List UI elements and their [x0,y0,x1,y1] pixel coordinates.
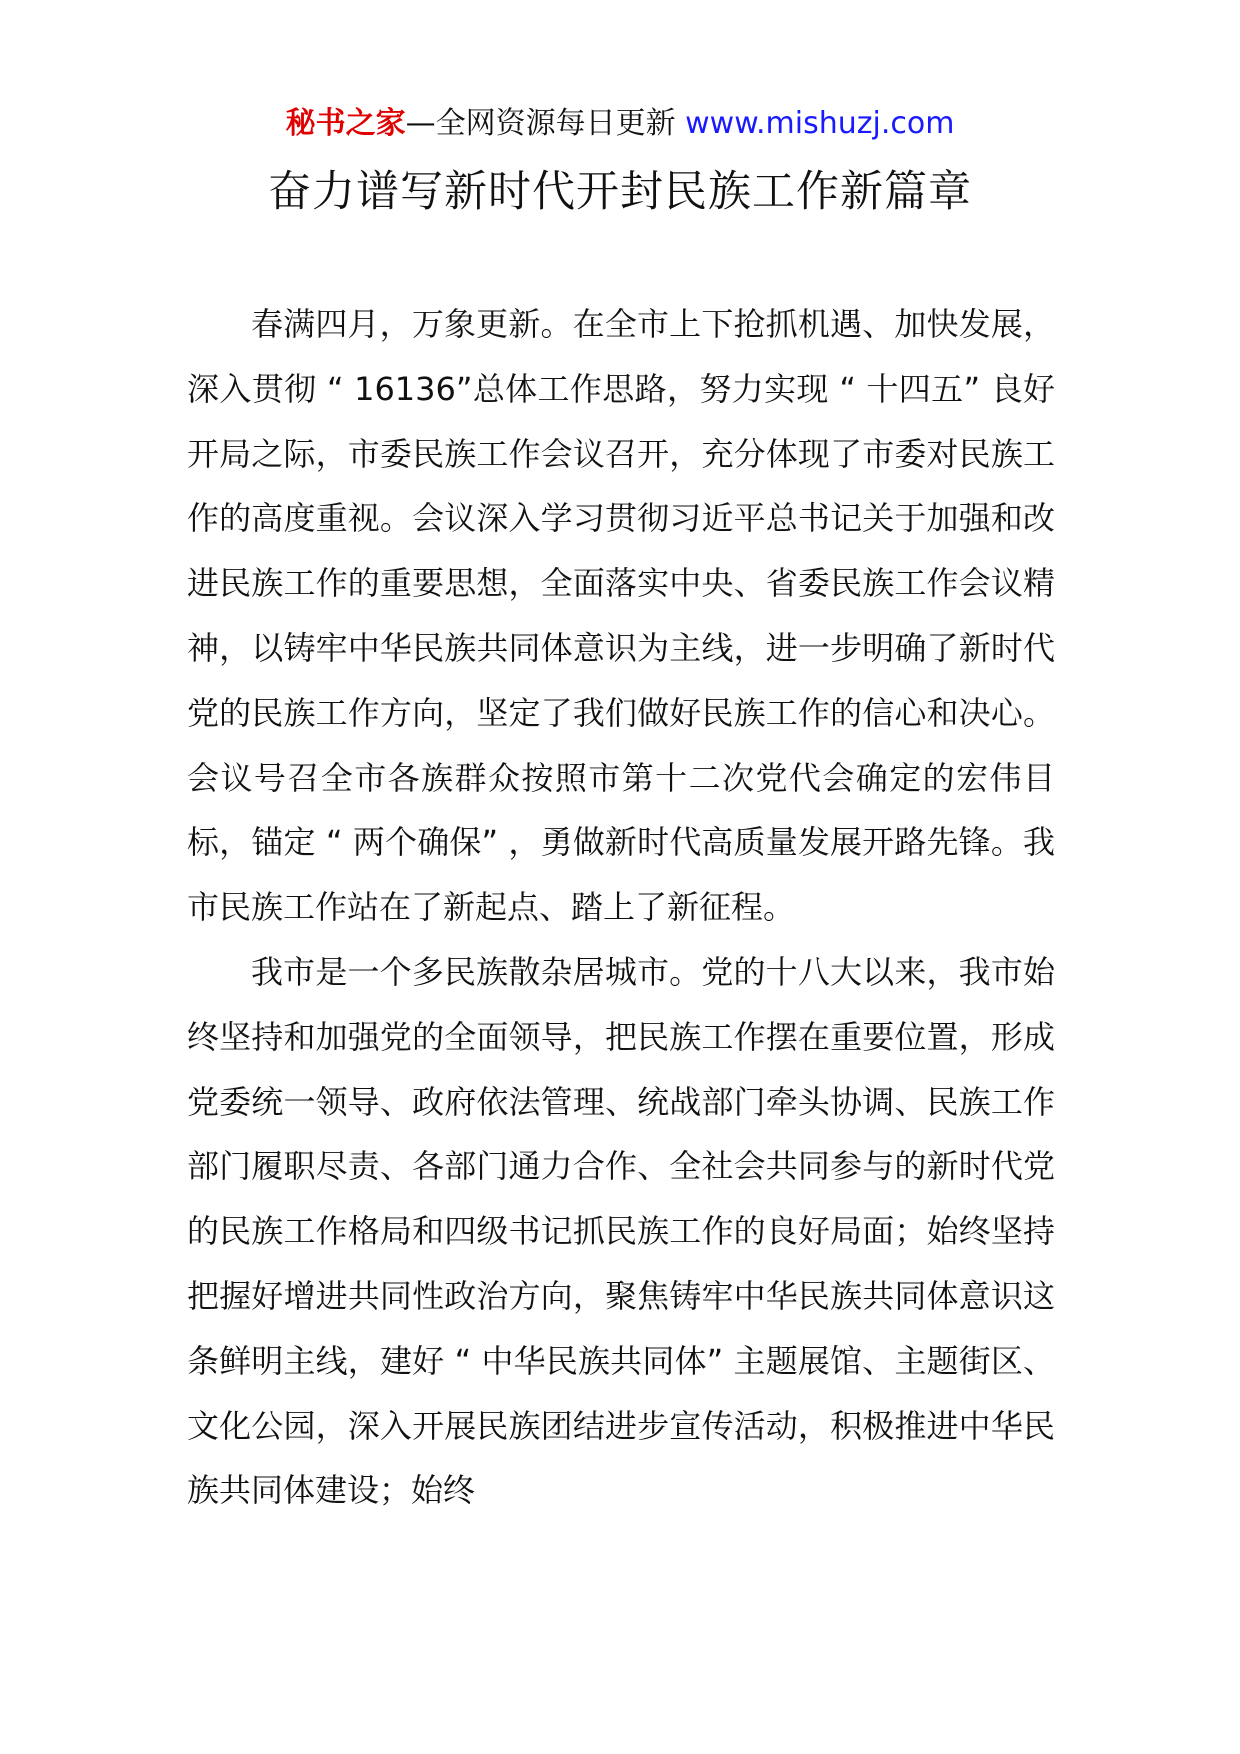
site-header [0,104,1240,144]
site-tagline: —全网资源每日更新 [405,106,676,141]
site-url-link[interactable]: www.mishuzj.com [685,106,955,141]
document-title: 奋力谱写新时代开封民族工作新篇章 [268,167,972,217]
paragraph-2: 我市是一个多民族散杂居城市。党的十八大以来，我市始终坚持和加强党的全面领导，把民族工作摆在重要位置，形成党委统一领导、政府依法管理、统战部门牵头协调、民族工作部门履职尽责、各部门通力合作、全社会共同参与的新时代党的民族工作格局和四级书记抓民族工作的良好局面；始终坚持把握好增进共同性政治方向，聚焦铸牢中华民族共同体意识这条鲜明主线，建好 “ 中华民族共同体” 主题展馆、主题街区、文化公园，深入开展民族团结进步宣传活动，积极推进中华民族共同体建设；始终 [187,952,1055,1510]
paragraph-1: 春满四月，万象更新。在全市上下抢抓机遇、加快发展，深入贯彻 “ 16136”总体工作思路，努力实现 “ 十四五” 良好开局之际，市委民族工作会议召开，充分体现了市委对民族工作的高度重视。会议深入学习贯彻习近平总书记关于加强和改进民族工作的重要思想，全面落实中央、省委民族工作会议精神，以铸牢中华民族共同体意识为主线，进一步明确了新时代党的民族工作方向，坚定了我们做好民族工作的信心和决心。会议号召全市各族群众按照市第十二次党代会确定的宏伟目标，锚定 “ 两个确保” ，勇做新时代高质量发展开路先锋。我市民族工作站在了新起点、踏上了新征程。 [187,305,1055,927]
site-brand: 秘书之家 [285,106,406,141]
document-body [187,292,1055,1523]
